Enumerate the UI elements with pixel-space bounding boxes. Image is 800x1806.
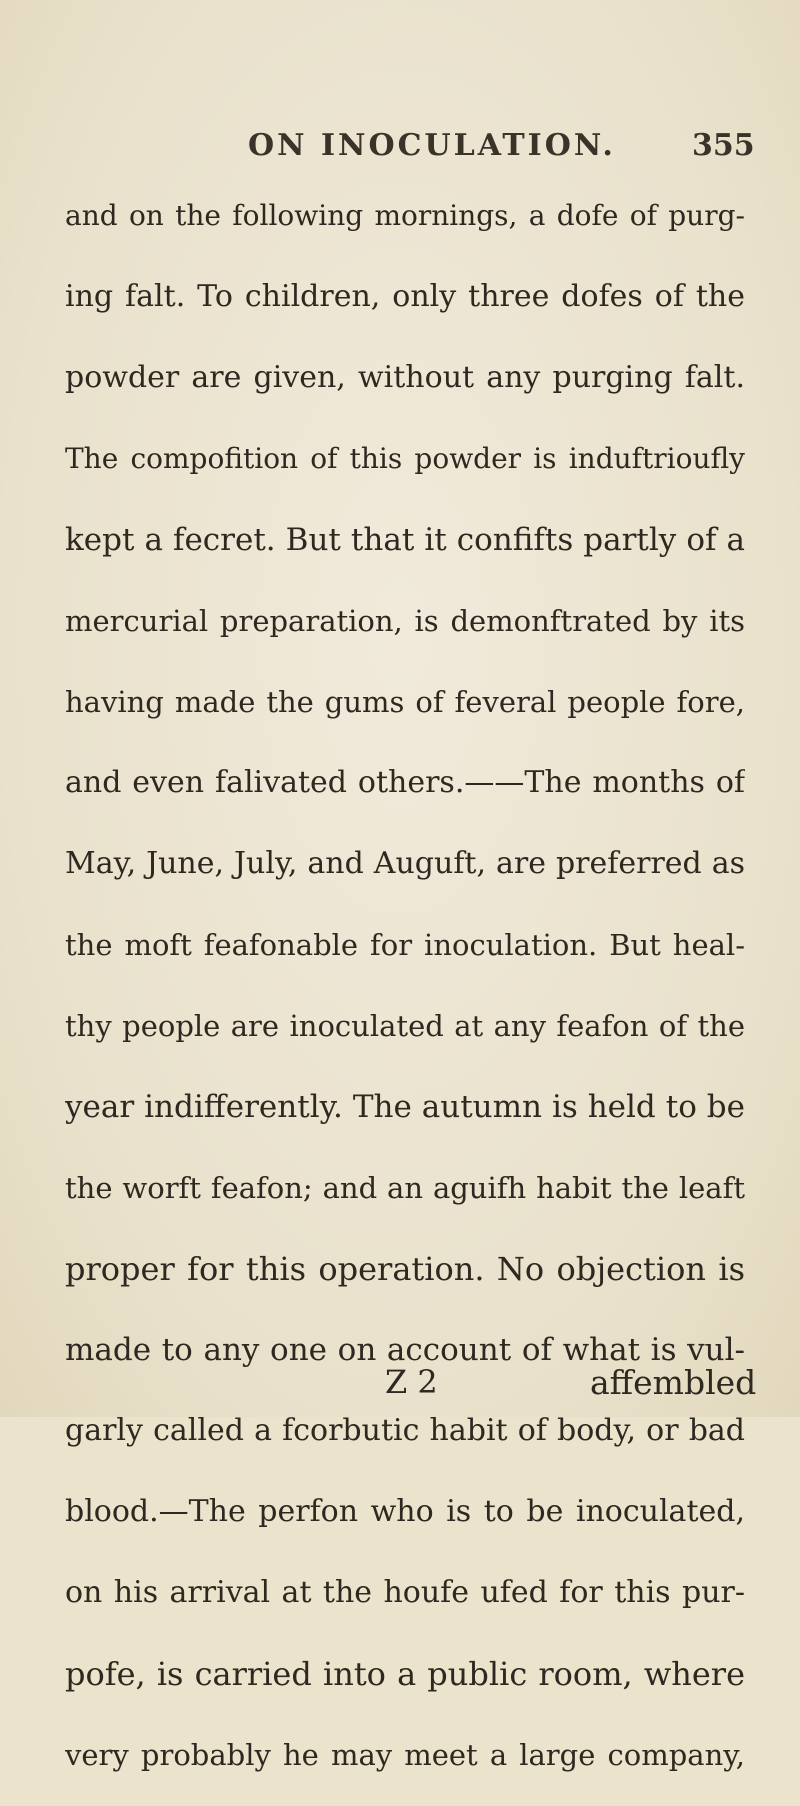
text-line: garly called a fcorbutic habit of body, or bad	[65, 1413, 745, 1448]
text-line: very probably he may meet a large company,	[65, 1738, 745, 1772]
signature-mark: Z 2	[385, 1363, 438, 1401]
text-line: thy people are inoculated at any feafon of the	[65, 1009, 745, 1043]
text-line: proper for this operation. No objection is	[65, 1250, 745, 1288]
text-line: kept a fecret. But that it confifts partly of a	[65, 522, 745, 558]
text-line: made to any one on account of what is vul-	[65, 1332, 745, 1368]
text-line: May, June, July, and Auguft, are preferred as	[65, 846, 745, 881]
text-line: year indifferently. The autumn is held to be	[65, 1089, 745, 1125]
text-line: pofe, is carried into a public room, where	[65, 1655, 745, 1693]
body-text	[65, 186, 745, 1806]
text-line: and even falivated others.——The months of	[65, 765, 745, 800]
text-line: and on the following mornings, a dofe of purg-	[65, 199, 745, 232]
text-line: the moft feafonable for inoculation. But heal-	[65, 928, 745, 962]
page-footer	[0, 1363, 800, 1413]
page-header	[0, 128, 800, 168]
running-head: ON INOCULATION.	[248, 128, 616, 163]
catchword: affembled	[590, 1363, 757, 1402]
text-line: mercurial preparation, is demonftrated by its	[65, 604, 745, 638]
text-line: having made the gums of feveral people fore,	[65, 685, 745, 719]
page-number: 355	[692, 128, 755, 163]
text-line: blood.—The perfon who is to be inoculated,	[65, 1494, 745, 1529]
text-line: ing falt. To children, only three dofes of the	[65, 279, 745, 314]
text-line: powder are given, without any purging falt.	[65, 360, 745, 395]
text-line: The compofition of this powder is induftrioufly	[65, 442, 745, 475]
text-line: on his arrival at the houfe ufed for this pur-	[65, 1575, 745, 1610]
text-line: the worft feafon; and an aguifh habit the leaft	[65, 1171, 745, 1205]
